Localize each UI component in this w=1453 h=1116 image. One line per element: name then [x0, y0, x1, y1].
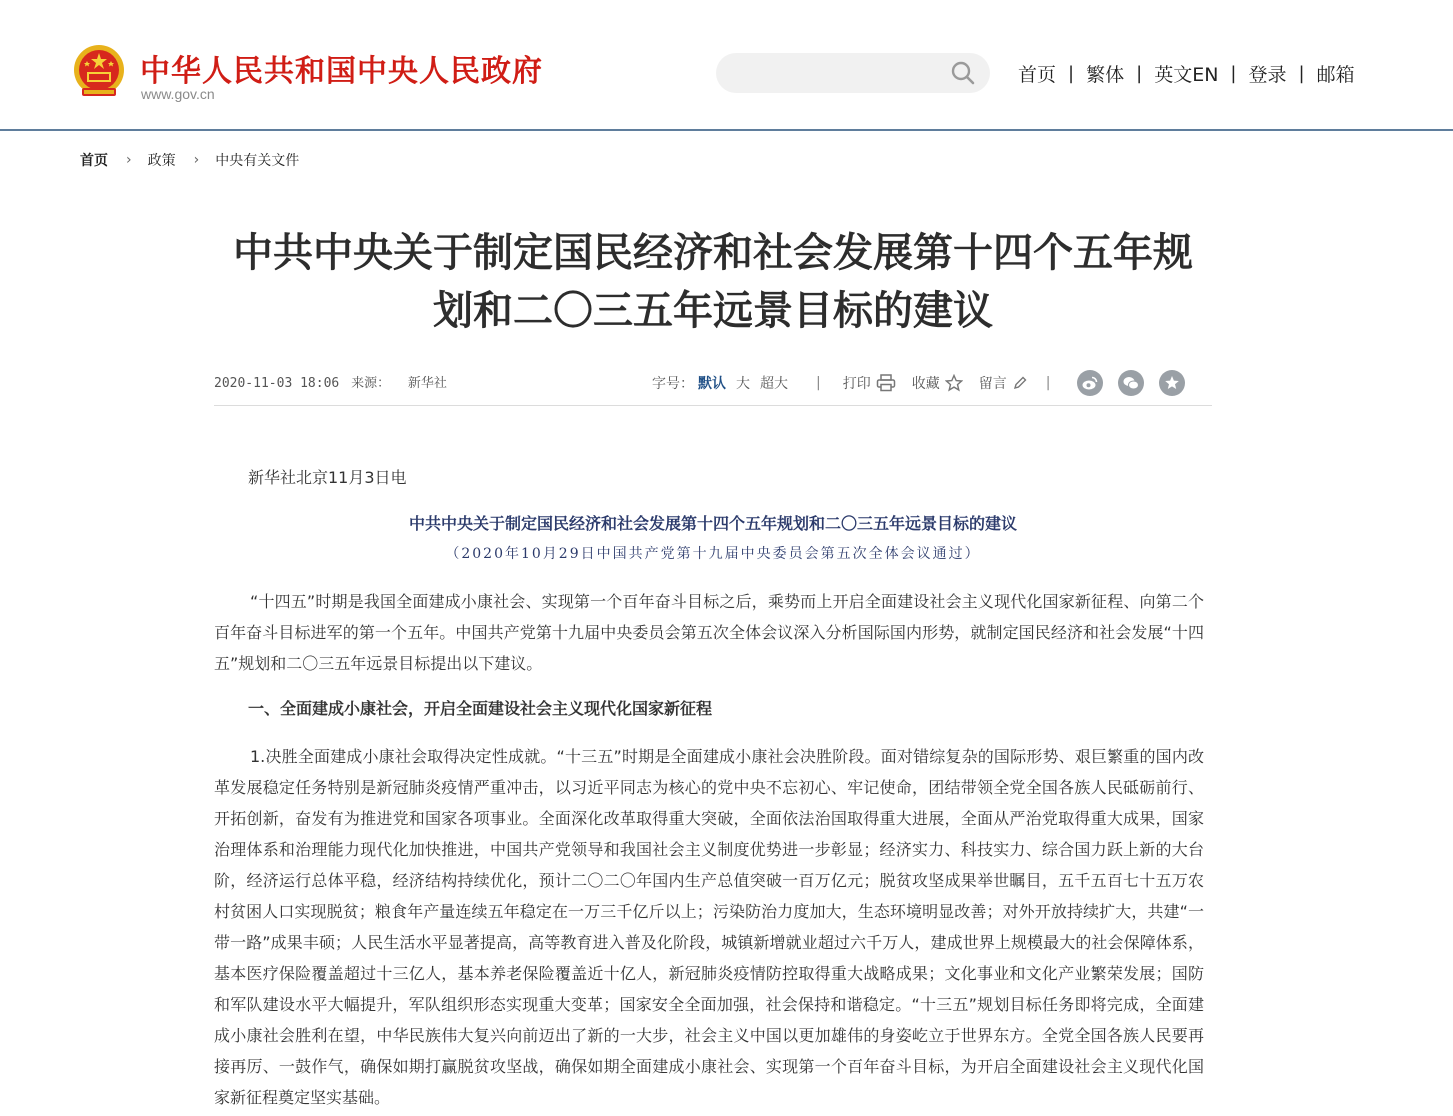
- section-heading: 一、全面建成小康社会，开启全面建设社会主义现代化国家新征程: [248, 699, 713, 718]
- print-button[interactable]: [843, 373, 896, 393]
- share-wechat-button[interactable]: [1118, 370, 1144, 396]
- breadcrumb-policy[interactable]: 政策: [147, 153, 176, 169]
- favorite-button[interactable]: [912, 373, 963, 393]
- national-emblem-icon[interactable]: [72, 44, 126, 102]
- search-icon[interactable]: [950, 60, 976, 86]
- star-icon: [1163, 374, 1181, 392]
- nav-separator: |: [1068, 62, 1075, 84]
- nav-separator: |: [1230, 62, 1237, 84]
- weibo-icon: [1081, 374, 1099, 392]
- comment-label: 留言: [978, 376, 1007, 392]
- chevron-right-icon: ›: [126, 152, 132, 168]
- source-name: 新华社: [407, 376, 447, 391]
- publish-datetime: 2020-11-03 18:06: [214, 376, 340, 391]
- site-title[interactable]: 中华人民共和国中央人民政府: [140, 54, 543, 89]
- search-input[interactable]: [736, 61, 946, 85]
- nav-separator: |: [1136, 62, 1143, 84]
- nav-separator: |: [1298, 62, 1305, 84]
- nav-traditional[interactable]: 繁体: [1086, 63, 1125, 86]
- nav-mail[interactable]: 邮箱: [1316, 63, 1355, 86]
- star-outline-icon: [945, 374, 963, 392]
- document-title: 中共中央关于制定国民经济和社会发展第十四个五年规划和二〇三五年远景目标的建议: [408, 514, 1017, 533]
- chevron-right-icon: ›: [193, 152, 200, 168]
- print-label: 打印: [842, 376, 871, 392]
- share-weibo-button[interactable]: [1077, 370, 1103, 396]
- search-box: [716, 53, 990, 93]
- document-subtitle: （2020年10月29日中国共产党第十九届中央委员会第五次全体会议通过）: [445, 546, 981, 562]
- page-title: 中共中央关于制定国民经济和社会发展第十四个五年规划和二〇三五年远景目标的建议: [233, 230, 1193, 334]
- source-label: 来源：: [351, 376, 391, 391]
- font-size-default[interactable]: 默认: [698, 376, 726, 392]
- site-domain: www.gov.cn: [141, 86, 215, 102]
- comment-button[interactable]: [979, 373, 1028, 393]
- tools-separator: |: [1045, 375, 1051, 391]
- breadcrumb: [80, 150, 299, 170]
- font-size-label: 字号：: [652, 376, 694, 392]
- print-icon: [876, 374, 896, 392]
- body-paragraph: 1.决胜全面建成小康社会取得决定性成就。“十三五”时期是全面建成小康社会决胜阶段。面对错综复杂的国际形势、艰巨繁重的国内改革发展稳定任务特别是新冠肺炎疫情严重冲击，以习近平同志为核心的党中央不忘初心、牢记使命，团结带领全党全国各族人民砥砺前行、开拓创新，奋发有为推进党和国家各项事业。全面深化改革取得重大突破，全面依法治国取得重大进展，全面从严治党取得重大成果，国家治理体系和治理能力现代化加快推进，中国共产党领导和我国社会主义制度优势进一步彰显；经济实力、科技实力、综合国力跃上新的大台阶，经济运行总体平稳，经济结构持续优化，预计二〇二〇年国内生产总值突破一百万亿元；脱贫攻坚成果举世瞩目，五千五百七十五万农村贫困人口实现脱贫；粮食年产量连续五年稳定在一万三千亿斤以上；污染防治力度加大，生态环境明显改善；对外开放持续扩大，共建“一带一路”成果丰硕；人民生活水平显著提高，高等教育进入普及化阶段，城镇新增就业超过六千万人，建成世界上规模最大的社会保障体系，基本医疗保险覆盖超过十三亿人，基本养老保险覆盖近十亿人，新冠肺炎疫情防控取得重大战略成果；文化事业和文化产业繁荣发展；国防和军队建设水平大幅提升，军队组织形态实现重大变革；国家安全全面加强，社会保持和谐稳定。“十三五”规划目标任务即将完成，全面建成小康社会胜利在望，中华民族伟大复兴向前迈出了新的一大步，社会主义中国以更加雄伟的身姿屹立于世界东方。全党全国各族人民要再接再厉、一鼓作气，确保如期打赢脱贫攻坚战，确保如期全面建成小康社会、实现第一个百年奋斗目标，为开启全面建设社会主义现代化国家新征程奠定坚实基础。: [214, 747, 1204, 1107]
- breadcrumb-central-docs[interactable]: 中央有关文件: [215, 153, 300, 169]
- intro-paragraph: “十四五”时期是我国全面建成小康社会、实现第一个百年奋斗目标之后，乘势而上开启全面建设社会主义现代化国家新征程、向第二个百年奋斗目标进军的第一个五年。中国共产党第十九届中央委员会第五次全体会议深入分析国际国内形势，就制定国民经济和社会发展“十四五”规划和二〇三五年远景目标提出以下建议。: [214, 592, 1204, 673]
- font-size-xlarge[interactable]: 超大: [760, 376, 788, 392]
- article-meta-bar: [214, 364, 1212, 406]
- breadcrumb-home[interactable]: 首页: [80, 153, 108, 169]
- article-tools: [652, 370, 1185, 396]
- nav-english[interactable]: 英文EN: [1154, 63, 1219, 86]
- dateline: 新华社北京11月3日电: [248, 468, 407, 487]
- article-meta: [214, 372, 447, 391]
- nav-login[interactable]: 登录: [1248, 63, 1287, 86]
- share-favorite-button[interactable]: [1159, 370, 1185, 396]
- pencil-icon: [1012, 375, 1028, 391]
- tools-separator: |: [816, 375, 821, 391]
- favorite-label: 收藏: [911, 376, 940, 392]
- wechat-icon: [1122, 374, 1140, 392]
- site-header: [0, 0, 1453, 131]
- nav-home[interactable]: 首页: [1018, 63, 1057, 86]
- font-size-large[interactable]: 大: [736, 376, 750, 392]
- top-nav: [1010, 60, 1363, 86]
